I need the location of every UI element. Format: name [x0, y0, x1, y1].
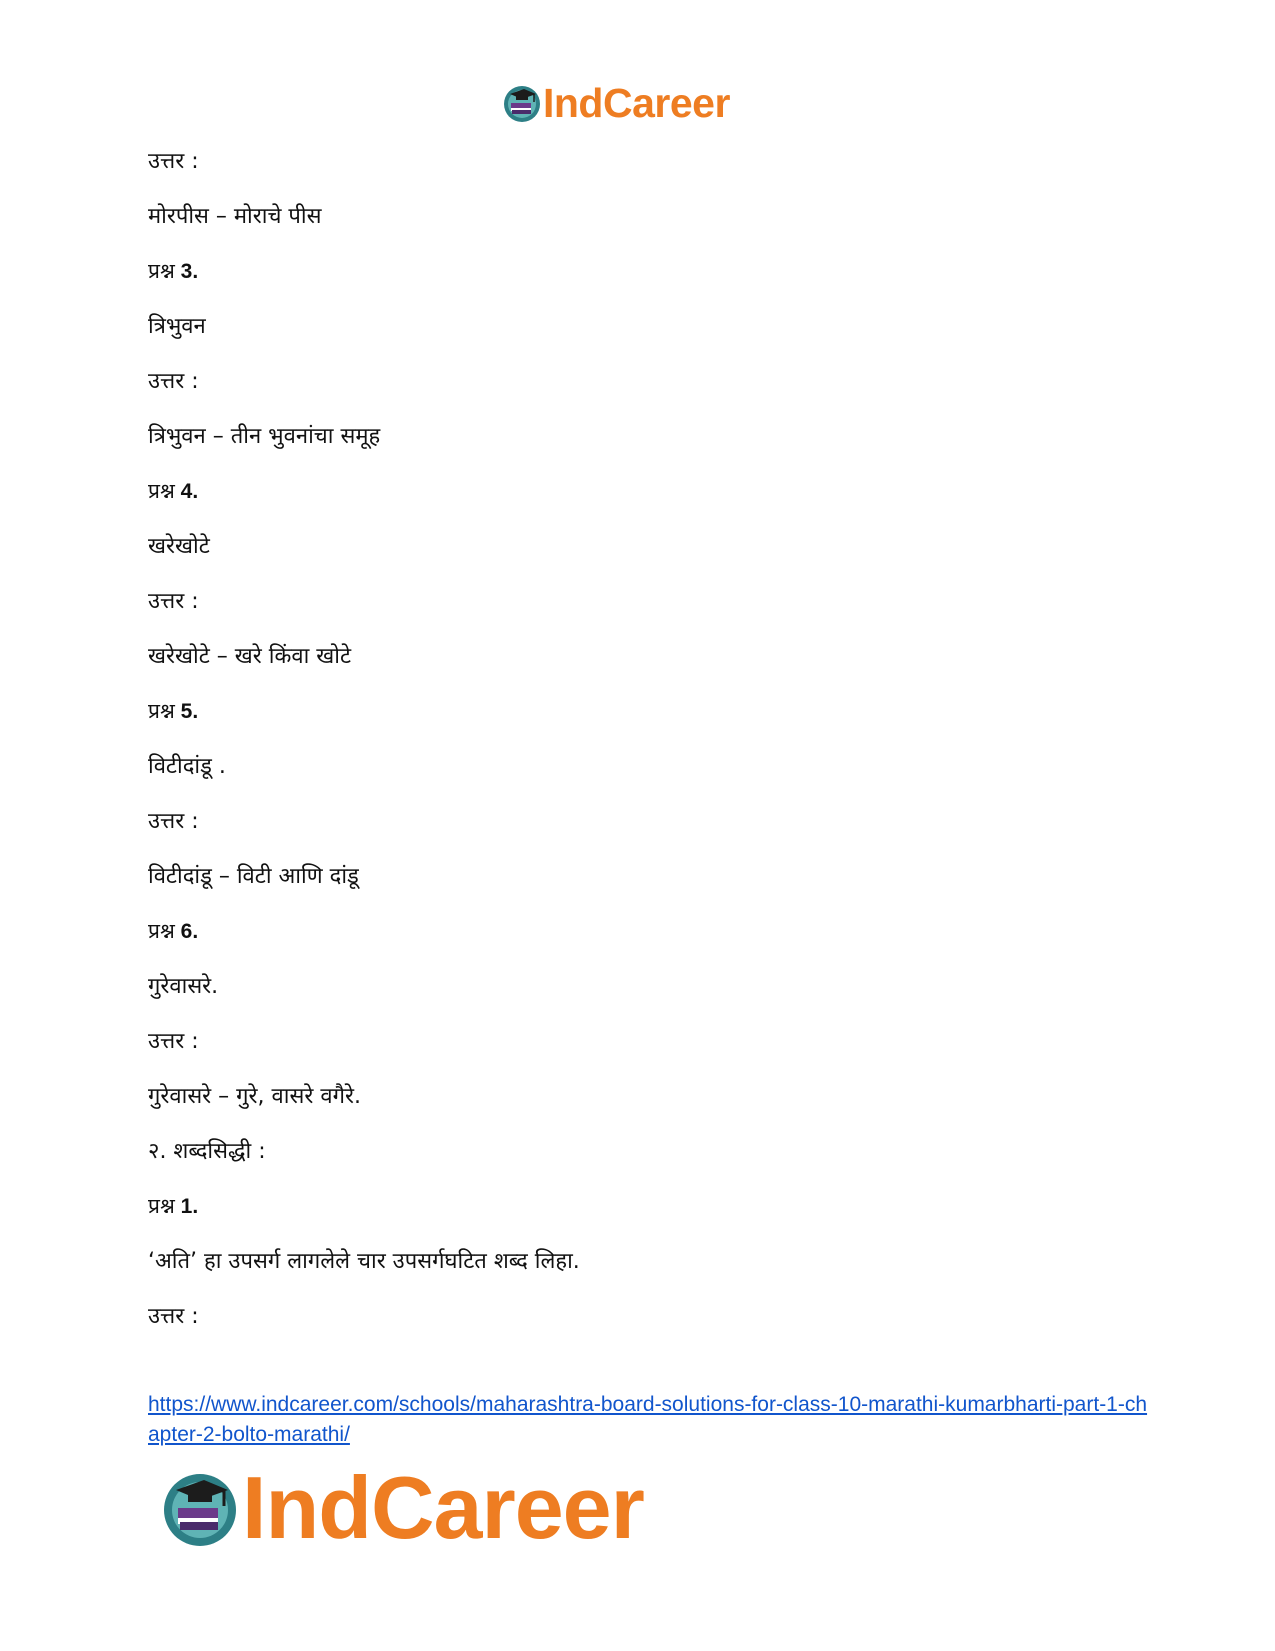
logo-wordmark: IndCareer	[242, 1458, 644, 1557]
text-line: गुरेवासरे – गुरे, वासरे वगैरे.	[148, 1084, 361, 1109]
question-number: 3.	[180, 260, 199, 283]
graduation-cap-book-globe-icon	[160, 1468, 240, 1548]
indcareer-logo-top	[502, 80, 730, 126]
text-line: उत्तर :	[148, 1029, 199, 1054]
text-line: उत्तर :	[148, 809, 199, 834]
question-number: 6.	[180, 920, 199, 943]
question-label: प्रश्न	[148, 1195, 175, 1218]
text-line: त्रिभुवन – तीन भुवनांचा समूह	[148, 424, 381, 449]
text-line: गुरेवासरे.	[148, 974, 219, 999]
question-heading	[148, 472, 1128, 527]
question-number: 4.	[180, 480, 199, 503]
question-heading	[148, 912, 1128, 967]
logo-wordmark: IndCareer	[543, 79, 730, 126]
text-line: २. शब्दसिद्धी :	[148, 1139, 266, 1164]
question-label: प्रश्न	[148, 920, 175, 943]
text-line: उत्तर :	[148, 1304, 199, 1329]
text-line: खरेखोटे – खरे किंवा खोटे	[148, 644, 352, 669]
question-heading	[148, 1187, 1128, 1242]
question-number: 5.	[180, 700, 199, 723]
text-line: खरेखोटे	[148, 534, 210, 559]
question-label: प्रश्न	[148, 480, 175, 503]
text-line: त्रिभुवन	[148, 314, 206, 339]
graduation-cap-book-globe-icon	[502, 83, 542, 123]
text-line: उत्तर :	[148, 149, 199, 174]
text-line: मोरपीस – मोराचे पीस	[148, 204, 322, 229]
text-line: विटीदांडू – विटी आणि दांडू	[148, 864, 359, 889]
question-number: 1.	[180, 1195, 199, 1218]
text-line: उत्तर :	[148, 589, 199, 614]
text-line: ‘अति’ हा उपसर्ग लागलेले चार उपसर्गघटित शब्द लिहा.	[148, 1249, 580, 1274]
question-label: प्रश्न	[148, 260, 175, 283]
question-label: प्रश्न	[148, 700, 175, 723]
document-body	[148, 142, 1128, 1352]
question-heading	[148, 252, 1128, 307]
text-line: विटीदांडू .	[148, 754, 226, 779]
source-link[interactable]: https://www.indcareer.com/schools/maharashtra-board-solutions-for-class-10-marathi-kumarbharti-part-1-chapter-2-bolto-marathi/	[148, 1393, 1148, 1446]
indcareer-logo-bottom	[160, 1458, 644, 1557]
text-line: उत्तर :	[148, 369, 199, 394]
question-heading	[148, 692, 1128, 747]
